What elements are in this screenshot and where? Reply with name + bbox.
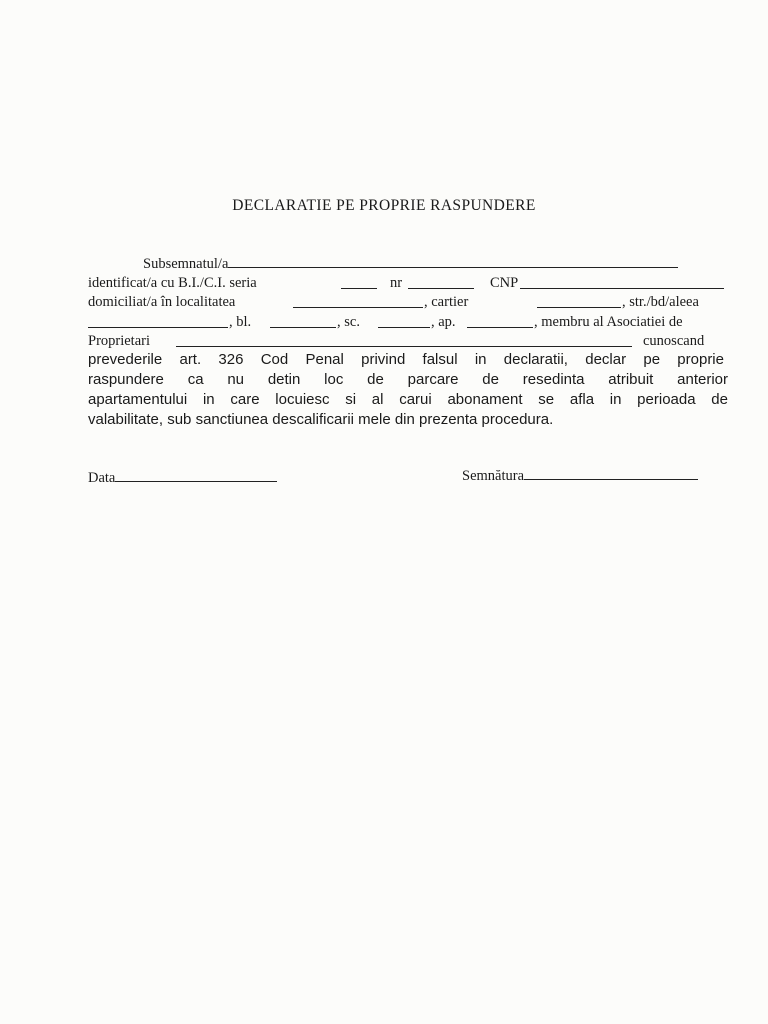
asociatie-field[interactable] [176,335,632,347]
date-label: Data [88,470,116,486]
identificat-label: identificat/a cu B.I./C.I. seria [88,275,257,291]
document-title: DECLARATIE PE PROPRIE RASPUNDERE [232,197,536,214]
subsemnatul-label: Subsemnatul/a [143,256,229,272]
strada-field[interactable] [88,316,228,328]
bloc-label: , bl. [229,314,252,330]
proprietari-label: Proprietari [88,333,151,349]
body-line-4: valabilitate, sub sanctiunea descalificarii mele din prezenta procedura. [88,411,554,428]
name-field[interactable] [228,256,678,268]
body-line-3: apartamentului in care locuiesc si al carui abonament se afla in perioada de [88,391,728,408]
line-subsemnatul [143,256,678,273]
bloc-field[interactable] [270,316,336,328]
body-line-1: prevederile art. 326 Cod Penal privind falsul in declaratii, declar pe proprie [88,351,724,368]
signature-label: Semnătura [462,468,525,484]
apartament-field[interactable] [467,316,533,328]
cnp-label: CNP [490,275,519,291]
localitate-field[interactable] [293,296,423,308]
body-line-2: raspundere ca nu detin loc de parcare de resedinta atribuit anterior [88,371,728,388]
date-row [88,470,277,487]
date-field[interactable] [115,470,277,482]
cartier-field[interactable] [537,296,621,308]
scara-label: , sc. [337,314,360,330]
cnp-field[interactable] [520,277,724,289]
apartament-label: , ap. [431,314,456,330]
membru-label: , membru al Asociatiei de [534,314,683,330]
cunoscand-label: cunoscand [643,333,705,349]
cartier-label: , cartier [424,294,469,310]
signature-row [462,468,698,485]
strada-label: , str./bd/aleea [622,294,699,310]
nr-field[interactable] [408,277,474,289]
nr-label: nr [390,275,403,291]
seria-field[interactable] [341,277,377,289]
domiciliat-label: domiciliat/a în localitatea [88,294,236,310]
signature-field[interactable] [524,468,698,480]
scara-field[interactable] [378,316,430,328]
